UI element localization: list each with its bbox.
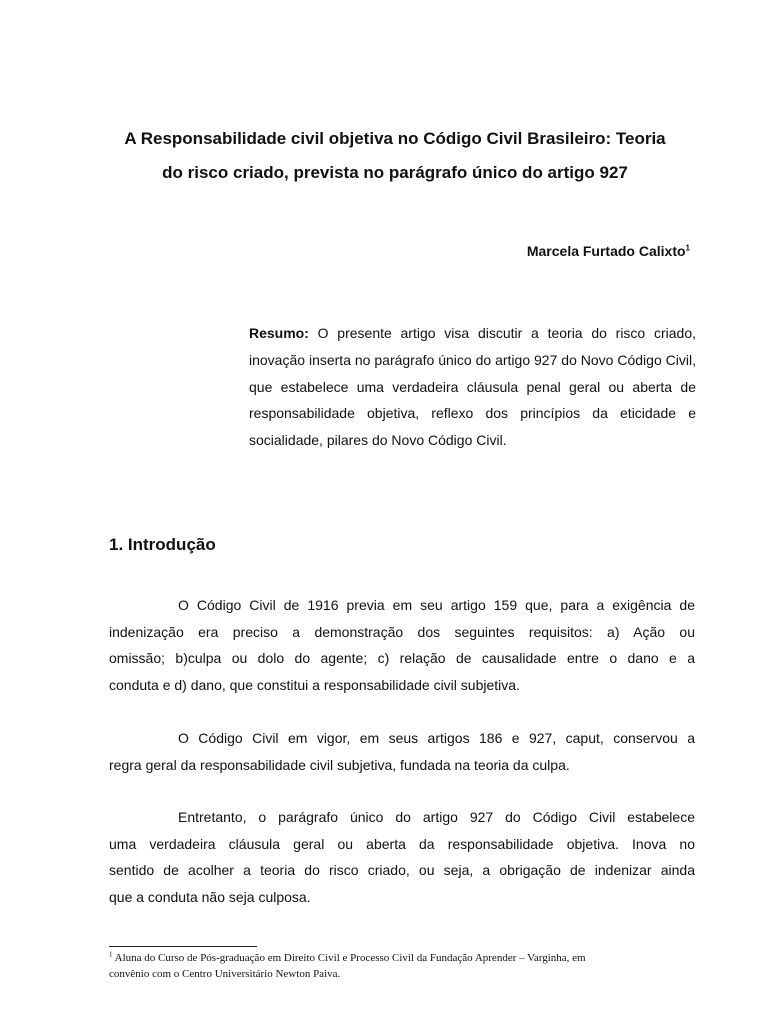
author-byline: [527, 243, 690, 259]
paragraph-line: conduta e d) dano, que constitui a responsabilidade civil subjetiva.: [109, 676, 520, 693]
abstract-text: O presente artigo visa discutir a teoria do risco criado, inovação inserta no parágrafo único do artigo 927 do Novo Código Civil, que estabelece uma verdadeira cláusula penal geral ou aberta de responsabilidade objetiva, reflexo dos princípios da eticidade e socialidade, pilares do Novo Código Civil.: [249, 325, 696, 449]
abstract-label: Resumo:: [249, 325, 309, 341]
paragraph-line: que a conduta não seja culposa.: [109, 888, 311, 905]
footnote-text-1: Aluna do Curso de Pós-graduação em Direito Civil e Processo Civil da Fundação Aprender – Varginha, em: [112, 952, 586, 964]
section-heading: 1. Introdução: [109, 535, 216, 554]
author-name: Marcela Furtado Calixto: [526, 243, 686, 259]
footnote-line-2: convênio com o Centro Universitário Newton Paiva.: [109, 968, 341, 980]
document-title: [100, 122, 690, 190]
paragraph-line: uma verdadeira cláusula geral ou aberta da responsabilidade objetiva. Inova no: [109, 835, 695, 852]
author-footnote-marker: 1: [685, 243, 690, 253]
footnote-line-1: [109, 950, 689, 966]
title-line-1: A Responsabilidade civil objetiva no Código Civil Brasileiro: Teoria: [124, 129, 666, 148]
footnote-marker: 1: [109, 950, 113, 959]
paragraph-2: [109, 725, 695, 778]
paragraph-line: O Código Civil de 1916 previa em seu artigo 159 que, para a exigência de: [178, 597, 695, 613]
paragraph-line: indenização era preciso a demonstração dos seguintes requisitos: a) Ação ou: [109, 623, 695, 640]
paragraph-line: O Código Civil em vigor, em seus artigos 186 e 927, caput, conservou a: [178, 730, 695, 746]
footnote: [109, 950, 689, 982]
footnote-divider: [109, 946, 257, 947]
paragraph-3: [109, 804, 695, 910]
paragraph-line: regra geral da responsabilidade civil subjetiva, fundada na teoria da culpa.: [109, 756, 570, 773]
title-line-2: do risco criado, prevista no parágrafo único do artigo 927: [162, 163, 628, 182]
abstract: [249, 320, 696, 454]
paragraph-1: [109, 592, 695, 698]
paragraph-line: Entretanto, o parágrafo único do artigo 927 do Código Civil estabelece: [178, 809, 695, 825]
paragraph-line: sentido de acolher a teoria do risco criado, ou seja, a obrigação de indenizar ainda: [109, 862, 695, 878]
paragraph-line: omissão; b)culpa ou dolo do agente; c) relação de causalidade entre o dano e a: [109, 650, 695, 666]
